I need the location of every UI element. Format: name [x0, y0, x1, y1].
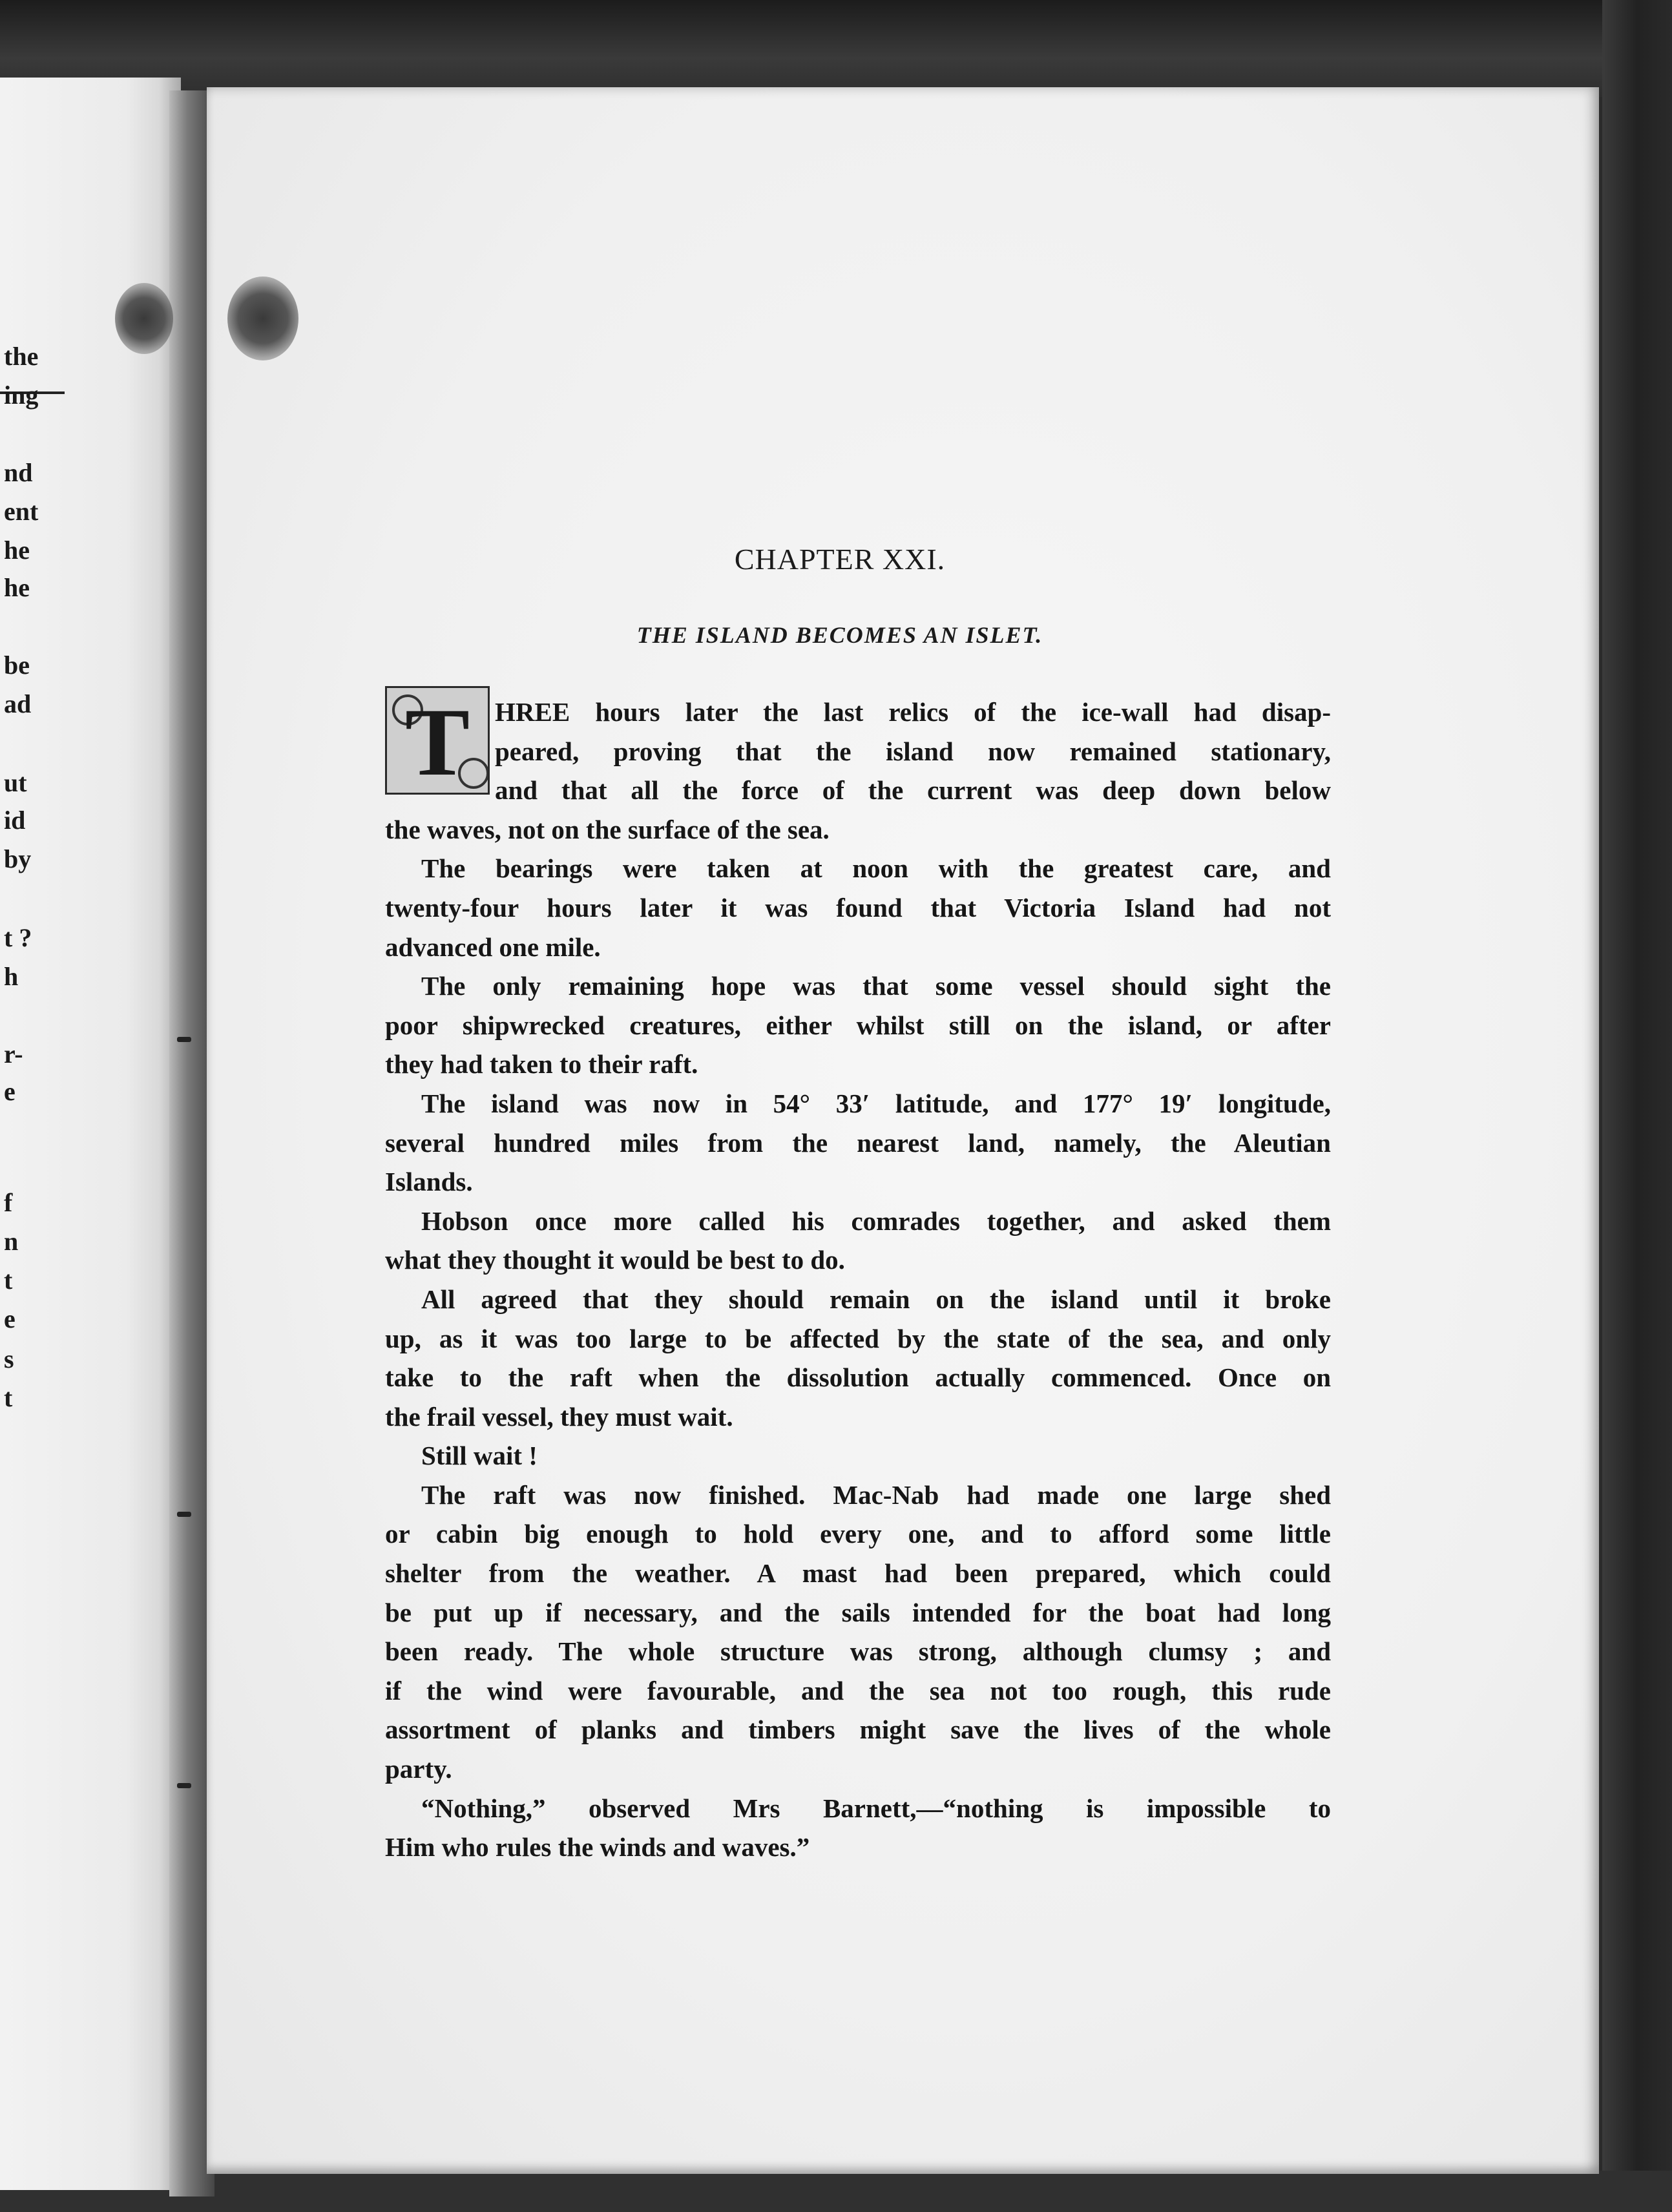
- text-line: All agreed that they should remain on the island until it broke: [421, 1284, 1331, 1314]
- previous-page-fragment: h: [4, 962, 19, 991]
- previous-page-fragment: ad: [4, 689, 32, 718]
- text-line: Him who rules the winds and waves.”: [385, 1832, 810, 1862]
- text-line: shelter from the weather. A mast had been prepared, which could: [385, 1558, 1331, 1589]
- text-line: if the wind were favourable, and the sea not too rough, this rude: [385, 1675, 1331, 1706]
- text-line: “Nothing,” observed Mrs Barnett,—“nothing is impossible to: [421, 1793, 1331, 1823]
- text-line: what they thought it would be best to do.: [385, 1245, 845, 1275]
- previous-page-fragment: ing: [4, 381, 39, 410]
- text-line: or cabin big enough to hold every one, and to afford some little: [385, 1519, 1331, 1549]
- drop-cap-letter: T: [404, 689, 470, 795]
- ink-stain: [227, 276, 298, 360]
- text-line: Still wait !: [421, 1441, 538, 1471]
- previous-page-fragment: e: [4, 1304, 16, 1333]
- previous-page-fragment: n: [4, 1227, 19, 1256]
- text-line: Hobson once more called his comrades together, and asked them: [421, 1205, 1331, 1236]
- previous-page-fragment: ent: [4, 497, 39, 526]
- previous-page: [0, 78, 181, 2190]
- previous-page-fragment: he: [4, 573, 30, 602]
- text-line: up, as it was too large to be affected by the state of the sea, and only: [385, 1323, 1331, 1353]
- scanner-frame-top: [0, 0, 1672, 97]
- text-line: the waves, not on the surface of the sea.: [385, 814, 830, 844]
- text-line: advanced one mile.: [385, 932, 601, 962]
- chapter-subtitle: THE ISLAND BECOMES AN ISLET.: [636, 622, 1043, 648]
- previous-page-fragment: r-: [4, 1039, 23, 1069]
- text-line: peared, proving that the island now remained stationary,: [495, 736, 1331, 766]
- text-line: they had taken to their raft.: [385, 1049, 698, 1080]
- text-line: HREE hours later the last relics of the ice-wall had disap-: [495, 697, 1331, 727]
- binding-stitch: [177, 1512, 191, 1517]
- previous-page-fragment: he: [4, 536, 30, 565]
- scanner-frame-bottom: [0, 2171, 1672, 2212]
- previous-page-fragment: e: [4, 1077, 16, 1106]
- text-line: The raft was now finished. Mac-Nab had made one large shed: [421, 1479, 1331, 1510]
- previous-page-fragment: t: [4, 1383, 13, 1412]
- text-line: party.: [385, 1754, 452, 1784]
- binding-stitch: [177, 1037, 191, 1042]
- previous-page-fragment: nd: [4, 458, 33, 487]
- text-line: the frail vessel, they must wait.: [385, 1401, 733, 1432]
- text-line: several hundred miles from the nearest land, namely, the Aleutian: [385, 1127, 1331, 1158]
- previous-page-fragment: by: [4, 844, 32, 873]
- text-line: The only remaining hope was that some vessel should sight the: [421, 971, 1331, 1001]
- text-line: twenty-four hours later it was found that Victoria Island had not: [385, 892, 1331, 923]
- previous-page-fragment: s: [4, 1344, 14, 1373]
- previous-page-fragment: the: [4, 342, 39, 371]
- previous-page-fragment: f: [4, 1188, 13, 1217]
- chapter-body: [385, 693, 1331, 1867]
- binding-stitch: [177, 1783, 191, 1788]
- text-line: assortment of planks and timbers might save the lives of the whole: [385, 1715, 1331, 1745]
- chapter-title: CHAPTER XXI.: [734, 543, 946, 576]
- text-line: poor shipwrecked creatures, either whilst still on the island, or after: [385, 1010, 1331, 1040]
- text-line: and that all the force of the current was deep down below: [495, 775, 1331, 806]
- text-line: take to the raft when the dissolution actually commenced. Once on: [385, 1362, 1331, 1393]
- text-line: Islands.: [385, 1167, 473, 1197]
- previous-page-fragment: id: [4, 806, 26, 835]
- text-line: be put up if necessary, and the sails intended for the boat had long: [385, 1597, 1331, 1627]
- text-line: The island was now in 54° 33′ latitude, and 177° 19′ longitude,: [421, 1088, 1331, 1118]
- text-line: been ready. The whole structure was strong, although clumsy ; and: [385, 1636, 1331, 1667]
- previous-page-fragment: ut: [4, 768, 27, 797]
- scanner-frame-right: [1602, 0, 1672, 2212]
- previous-page-fragment: t ?: [4, 923, 32, 952]
- previous-page-fragment: be: [4, 651, 30, 680]
- ink-stain: [115, 283, 173, 354]
- previous-page-fragment: t: [4, 1266, 13, 1295]
- text-line: The bearings were taken at noon with the greatest care, and: [421, 853, 1331, 884]
